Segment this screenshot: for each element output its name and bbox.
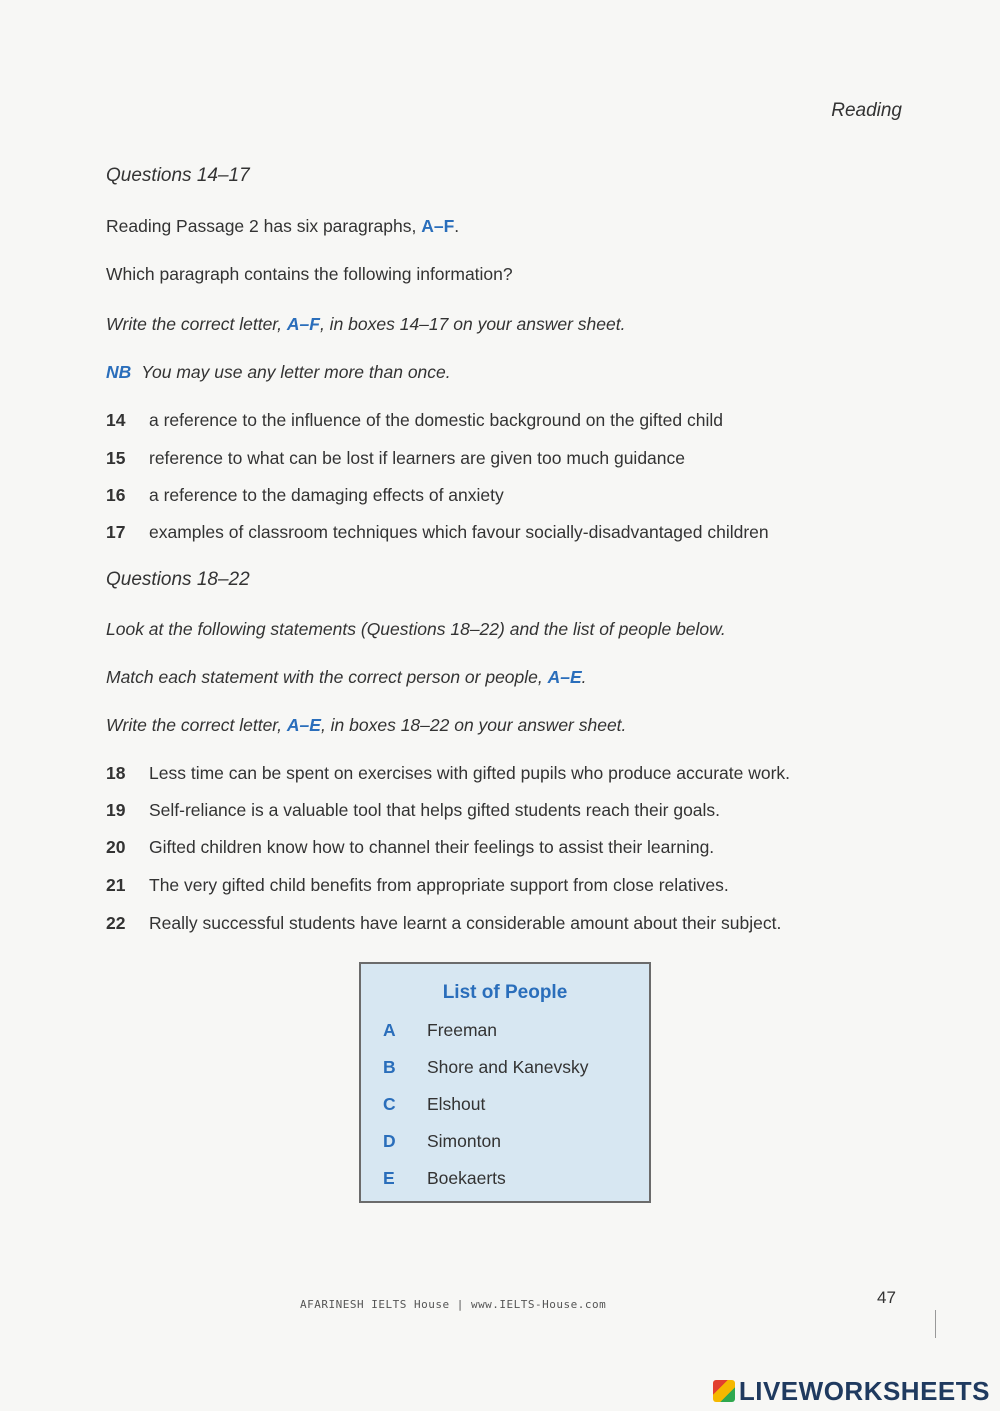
question-item (106, 522, 769, 543)
margin-divider (935, 1310, 936, 1338)
nb-label: NB (106, 362, 132, 382)
question-number: 22 (106, 913, 126, 933)
person-item (383, 1094, 485, 1115)
question-text: Less time can be spent on exercises with gifted pupils who produce accurate work. (149, 763, 791, 783)
instruction-14-17 (106, 314, 625, 335)
instruction-text: Write the correct letter, (106, 314, 287, 334)
question-text: reference to what can be lost if learners are given too much guidance (149, 448, 686, 468)
question-number: 16 (106, 485, 126, 505)
liveworksheets-logo (713, 1376, 990, 1407)
section-header: Reading (831, 100, 902, 121)
instruction-range: A–E (286, 715, 321, 735)
question-item (106, 913, 781, 934)
question-number: 19 (106, 800, 126, 820)
match-range: A–E (547, 667, 582, 687)
person-name: Boekaerts (427, 1168, 506, 1188)
nb-note (106, 362, 451, 383)
question-item (106, 763, 790, 784)
footer-source: AFARINESH IELTS House | www.IELTS-House.com (300, 1298, 607, 1311)
person-name: Freeman (427, 1020, 498, 1040)
question-text: The very gifted child benefits from appropriate support from close relatives. (149, 875, 729, 895)
intro-end: . (454, 216, 460, 236)
question-item (106, 410, 723, 431)
person-name: Simonton (427, 1131, 501, 1151)
instruction-end: , in boxes 14–17 on your answer sheet. (319, 314, 626, 334)
page-number: 47 (877, 1288, 896, 1307)
person-letter: C (383, 1094, 396, 1114)
question-number: 18 (106, 763, 126, 783)
question-item (106, 485, 504, 506)
match-end: . (581, 667, 587, 687)
person-letter: D (383, 1131, 396, 1151)
question-text: Gifted children know how to channel their feelings to assist their learning. (149, 837, 715, 857)
look-instruction: Look at the following statements (Questions 18–22) and the list of people below. (106, 619, 726, 639)
instruction-text: Write the correct letter, (106, 715, 287, 735)
questions-14-17-title: Questions 14–17 (106, 165, 250, 186)
person-item (383, 1168, 506, 1189)
paragraph-question: Which paragraph contains the following information? (106, 264, 513, 284)
list-of-people-box (359, 962, 651, 1203)
question-number: 21 (106, 875, 126, 895)
person-name: Elshout (427, 1094, 486, 1114)
person-item (383, 1020, 497, 1041)
question-text: a reference to the damaging effects of anxiety (149, 485, 504, 505)
question-item (106, 448, 685, 469)
person-name: Shore and Kanevsky (427, 1057, 589, 1077)
question-item (106, 875, 729, 896)
instruction-end: , in boxes 18–22 on your answer sheet. (320, 715, 627, 735)
person-item (383, 1131, 501, 1152)
passage-intro (106, 216, 459, 237)
question-number: 14 (106, 410, 126, 430)
instruction-18-22 (106, 715, 626, 736)
person-item (383, 1057, 589, 1078)
question-item (106, 837, 714, 858)
match-text: Match each statement with the correct person or people, (106, 667, 548, 687)
instruction-range: A–F (286, 314, 320, 334)
person-letter: A (383, 1020, 396, 1040)
people-list-title: List of People (442, 982, 568, 1003)
question-text: a reference to the influence of the domestic background on the gifted child (149, 410, 723, 430)
person-letter: B (383, 1057, 396, 1077)
questions-18-22-title: Questions 18–22 (106, 569, 250, 590)
intro-range: A–F (421, 216, 455, 236)
match-instruction (106, 667, 587, 688)
person-letter: E (383, 1168, 395, 1188)
question-item (106, 800, 720, 821)
question-number: 17 (106, 522, 126, 542)
question-number: 20 (106, 837, 126, 857)
liveworksheets-icon (713, 1380, 735, 1402)
question-text: Self-reliance is a valuable tool that helps gifted students reach their goals. (149, 800, 721, 820)
question-text: Really successful students have learnt a considerable amount about their subject. (149, 913, 782, 933)
nb-text: You may use any letter more than once. (141, 362, 451, 382)
intro-text: Reading Passage 2 has six paragraphs, (106, 216, 422, 236)
brand-text: LIVEWORKSHEETS (738, 1376, 990, 1406)
question-number: 15 (106, 448, 126, 468)
question-text: examples of classroom techniques which favour socially-disadvantaged children (149, 522, 769, 542)
